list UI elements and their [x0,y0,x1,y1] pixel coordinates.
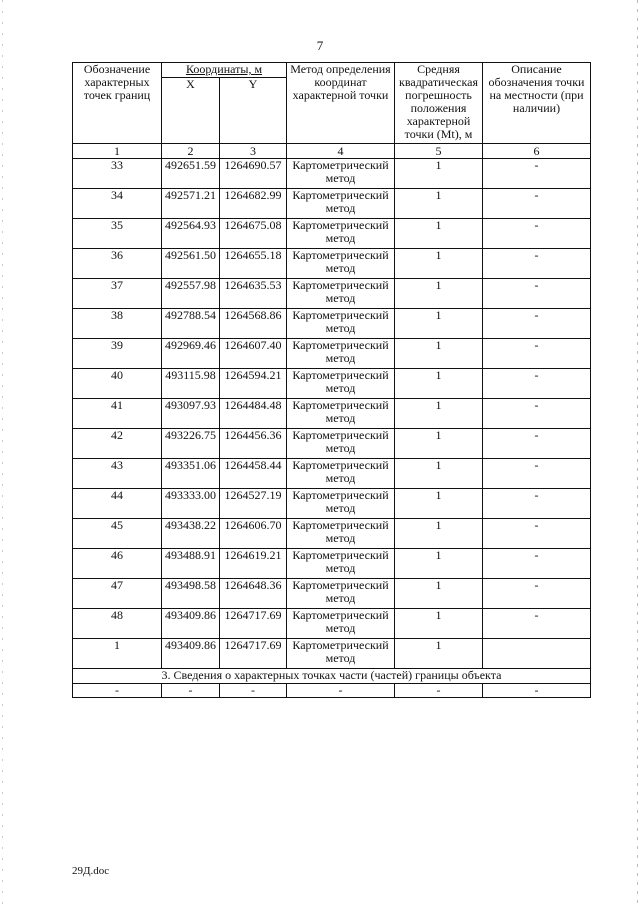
description-cell: - [483,309,591,339]
table-row [73,339,591,369]
point-cell: 47 [73,579,162,609]
x-coordinate-cell: 493438.22 [162,519,220,549]
error-cell: 1 [395,159,483,189]
description-cell: - [483,189,591,219]
header-error: Средняя квадратическая погрешность положения характерной точки (Mt), м [395,63,483,144]
section3-dash-row [73,684,591,698]
y-coordinate-cell: 1264456.36 [220,429,287,459]
description-cell: - [483,549,591,579]
y-coordinate-cell: 1264690.57 [220,159,287,189]
dash-cell: - [162,684,220,698]
description-cell: - [483,249,591,279]
x-coordinate-cell: 492561.50 [162,249,220,279]
x-coordinate-cell: 492557.98 [162,279,220,309]
scan-edge-left [2,0,3,905]
y-coordinate-cell: 1264655.18 [220,249,287,279]
error-cell: 1 [395,489,483,519]
description-cell: - [483,369,591,399]
method-cell: Картометрический метод [287,549,395,579]
description-cell: - [483,219,591,249]
y-coordinate-cell: 1264619.21 [220,549,287,579]
table-row [73,579,591,609]
column-number: 2 [162,144,220,159]
method-cell: Картометрический метод [287,399,395,429]
point-cell: 37 [73,279,162,309]
header-method: Метод определения координат характерной точки [287,63,395,144]
x-coordinate-cell: 493488.91 [162,549,220,579]
dash-cell: - [287,684,395,698]
column-number: 6 [483,144,591,159]
method-cell: Картометрический метод [287,489,395,519]
point-cell: 48 [73,609,162,639]
description-cell: - [483,399,591,429]
description-cell: - [483,489,591,519]
description-cell: - [483,429,591,459]
table-row [73,489,591,519]
table-row [73,459,591,489]
y-coordinate-cell: 1264527.19 [220,489,287,519]
x-coordinate-cell: 493351.06 [162,459,220,489]
header-coordinates: Координаты, м [162,63,287,78]
x-coordinate-cell: 492571.21 [162,189,220,219]
point-cell: 39 [73,339,162,369]
point-cell: 36 [73,249,162,279]
point-cell: 38 [73,309,162,339]
x-coordinate-cell: 492969.46 [162,339,220,369]
point-cell: 45 [73,519,162,549]
section3-row [73,669,591,684]
error-cell: 1 [395,609,483,639]
table-row [73,279,591,309]
column-number: 4 [287,144,395,159]
error-cell: 1 [395,309,483,339]
table-row [73,369,591,399]
table-row [73,639,591,669]
table-row [73,189,591,219]
x-coordinate-cell: 493115.98 [162,369,220,399]
table-row [73,159,591,189]
method-cell: Картометрический метод [287,579,395,609]
error-cell: 1 [395,579,483,609]
dash-cell: - [73,684,162,698]
column-number: 5 [395,144,483,159]
description-cell: - [483,279,591,309]
description-cell: - [483,609,591,639]
y-coordinate-cell: 1264594.21 [220,369,287,399]
error-cell: 1 [395,189,483,219]
x-coordinate-cell: 492651.59 [162,159,220,189]
y-coordinate-cell: 1264648.36 [220,579,287,609]
method-cell: Картометрический метод [287,309,395,339]
method-cell: Картометрический метод [287,609,395,639]
description-cell: - [483,339,591,369]
point-cell: 41 [73,399,162,429]
method-cell: Картометрический метод [287,159,395,189]
method-cell: Картометрический метод [287,459,395,489]
y-coordinate-cell: 1264568.86 [220,309,287,339]
column-numbers-row [73,144,591,159]
error-cell: 1 [395,339,483,369]
point-cell: 40 [73,369,162,399]
x-coordinate-cell: 493409.86 [162,639,220,669]
error-cell: 1 [395,219,483,249]
method-cell: Картометрический метод [287,369,395,399]
y-coordinate-cell: 1264717.69 [220,639,287,669]
x-coordinate-cell: 493226.75 [162,429,220,459]
error-cell: 1 [395,279,483,309]
header-x: X [162,78,220,144]
x-coordinate-cell: 493409.86 [162,609,220,639]
x-coordinate-cell: 493333.00 [162,489,220,519]
y-coordinate-cell: 1264458.44 [220,459,287,489]
header-y: Y [220,78,287,144]
table-row [73,519,591,549]
table-row [73,549,591,579]
method-cell: Картометрический метод [287,219,395,249]
section3-title: 3. Сведения о характерных точках части (частей) границы объекта [73,669,591,684]
file-name-footer: 29Д.doc [72,865,110,877]
error-cell: 1 [395,549,483,579]
error-cell: 1 [395,459,483,489]
x-coordinate-cell: 492564.93 [162,219,220,249]
method-cell: Картометрический метод [287,279,395,309]
dash-cell: - [220,684,287,698]
error-cell: 1 [395,519,483,549]
point-cell: 46 [73,549,162,579]
x-coordinate-cell: 493097.93 [162,399,220,429]
y-coordinate-cell: 1264717.69 [220,609,287,639]
y-coordinate-cell: 1264484.48 [220,399,287,429]
table-row [73,429,591,459]
error-cell: 1 [395,639,483,669]
dash-cell: - [483,684,591,698]
error-cell: 1 [395,429,483,459]
page-number: 7 [316,38,324,53]
point-cell: 44 [73,489,162,519]
method-cell: Картометрический метод [287,519,395,549]
x-coordinate-cell: 493498.58 [162,579,220,609]
table-row [73,609,591,639]
description-cell: - [483,159,591,189]
point-cell: 43 [73,459,162,489]
y-coordinate-cell: 1264607.40 [220,339,287,369]
header-description: Описание обозначения точки на местности (при наличии) [483,63,591,144]
point-cell: 1 [73,639,162,669]
method-cell: Картометрический метод [287,639,395,669]
column-number: 1 [73,144,162,159]
method-cell: Картометрический метод [287,429,395,459]
error-cell: 1 [395,369,483,399]
point-cell: 33 [73,159,162,189]
y-coordinate-cell: 1264635.53 [220,279,287,309]
table-row [73,309,591,339]
table-row [73,399,591,429]
column-number: 3 [220,144,287,159]
y-coordinate-cell: 1264606.70 [220,519,287,549]
description-cell [483,639,591,669]
table-header-row [73,63,591,78]
error-cell: 1 [395,249,483,279]
method-cell: Картометрический метод [287,189,395,219]
y-coordinate-cell: 1264682.99 [220,189,287,219]
scan-edge-right [637,0,638,905]
error-cell: 1 [395,399,483,429]
description-cell: - [483,459,591,489]
method-cell: Картометрический метод [287,339,395,369]
x-coordinate-cell: 492788.54 [162,309,220,339]
y-coordinate-cell: 1264675.08 [220,219,287,249]
dash-cell: - [395,684,483,698]
boundary-points-table [72,62,591,698]
method-cell: Картометрический метод [287,249,395,279]
point-cell: 34 [73,189,162,219]
point-cell: 35 [73,219,162,249]
description-cell: - [483,579,591,609]
header-point-designation: Обозначение характерных точек границ [73,63,162,144]
table-row [73,249,591,279]
table-row [73,219,591,249]
description-cell: - [483,519,591,549]
point-cell: 42 [73,429,162,459]
